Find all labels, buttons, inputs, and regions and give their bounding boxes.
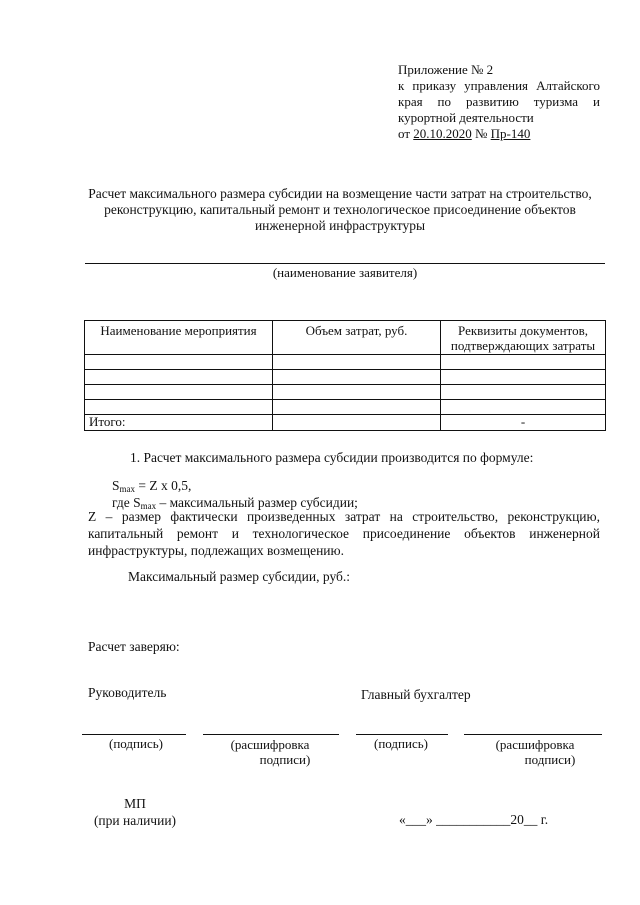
head-decryption-label-line-1: (расшифровка [230,737,310,752]
certify-label: Расчет заверяю: [88,639,180,654]
head-decryption-label-line-2: подписи) [259,752,311,767]
costs-table [84,320,606,431]
formula-s-subscript: max [119,484,136,494]
table-cell[interactable] [85,400,273,415]
order-date: 20.10.2020 [413,126,472,141]
accountant-decryption-label [475,737,595,767]
appendix-order-line: к приказу управления Алтайского [398,78,600,93]
table-cell[interactable] [273,400,441,415]
stamp-label: МП [124,796,146,811]
stamp-placeholder [80,795,190,829]
formula-s-letter: S [112,478,120,493]
table-header-row [85,321,606,355]
accountant-decryption-label-line-1: (расшифровка [495,737,575,752]
column-header-activity: Наименование мероприятия [85,321,273,355]
max-subsidy-label: Максимальный размер субсидии, руб.: [128,569,351,584]
document-title [80,186,600,234]
stamp-note: (при наличии) [93,813,177,828]
head-decryption-line[interactable] [203,734,339,735]
head-label: Руководитель [88,685,167,700]
where-rest: – максимальный размер субсидии; [156,495,358,510]
accountant-signature-label: (подпись) [374,736,428,751]
table-cell[interactable] [85,355,273,370]
table-row [85,385,606,400]
table-total-row [85,415,606,431]
column-header-documents: Реквизиты документов, подтверждающих затраты [441,321,606,355]
title-line-2: реконструкцию, капитальный ремонт и технологическое присоединение объектов [104,202,576,217]
total-documents-cell: - [441,415,606,431]
table-row [85,355,606,370]
appendix-region-line: края по развитию туризма и [398,94,600,109]
z-definition-line-1: Z – размер фактически произведенных затрат на строительство, реконструкцию, [88,509,600,524]
order-number-prefix: № [471,126,491,141]
z-definition-line-2: капитальный ремонт и технологическое присоединение объектов инженерной [88,526,600,541]
table-cell[interactable] [441,355,606,370]
table-cell[interactable] [441,400,606,415]
title-line-3: инженерной инфраструктуры [254,218,426,233]
accountant-decryption-label-line-2: подписи) [524,752,576,767]
appendix-date-prefix: от [398,126,414,141]
table-cell[interactable] [441,385,606,400]
appendix-activity-line: курортной деятельности [398,110,534,125]
table-row [85,400,606,415]
order-number: Пр-140 [490,126,531,141]
accountant-label: Главный бухгалтер [361,687,471,702]
accountant-decryption-line[interactable] [464,734,602,735]
table-cell[interactable] [273,385,441,400]
head-signature-label: (подпись) [109,736,163,751]
total-cost-cell[interactable] [273,415,441,431]
applicant-label: (наименование заявителя) [272,265,418,280]
z-definition [88,508,600,559]
table-cell[interactable] [441,370,606,385]
appendix-date-line [398,126,600,142]
date-field[interactable]: «___» ___________20__ г. [399,812,549,827]
table-cell[interactable] [85,385,273,400]
column-header-cost: Объем затрат, руб. [273,321,441,355]
accountant-signature-line[interactable] [356,734,448,735]
title-line-1: Расчет максимального размера субсидии на возмещение части затрат на строительство, [88,186,592,201]
table-cell[interactable] [273,370,441,385]
applicant-name-field[interactable] [85,263,605,264]
formula-intro: 1. Расчет максимального размера субсидии производится по формуле: [130,450,534,465]
head-decryption-label [210,737,330,767]
where-subscript: max [140,501,157,511]
appendix-header [398,62,600,142]
head-signature-line[interactable] [82,734,186,735]
table-cell[interactable] [85,370,273,385]
z-definition-line-3: инфраструктуры, подлежащих возмещению. [88,543,344,558]
total-label: Итого: [85,415,273,431]
formula-rest: = Z x 0,5, [135,478,192,493]
where-prefix: где S [112,495,141,510]
table-row [85,370,606,385]
table-cell[interactable] [273,355,441,370]
appendix-number: Приложение № 2 [398,62,494,77]
